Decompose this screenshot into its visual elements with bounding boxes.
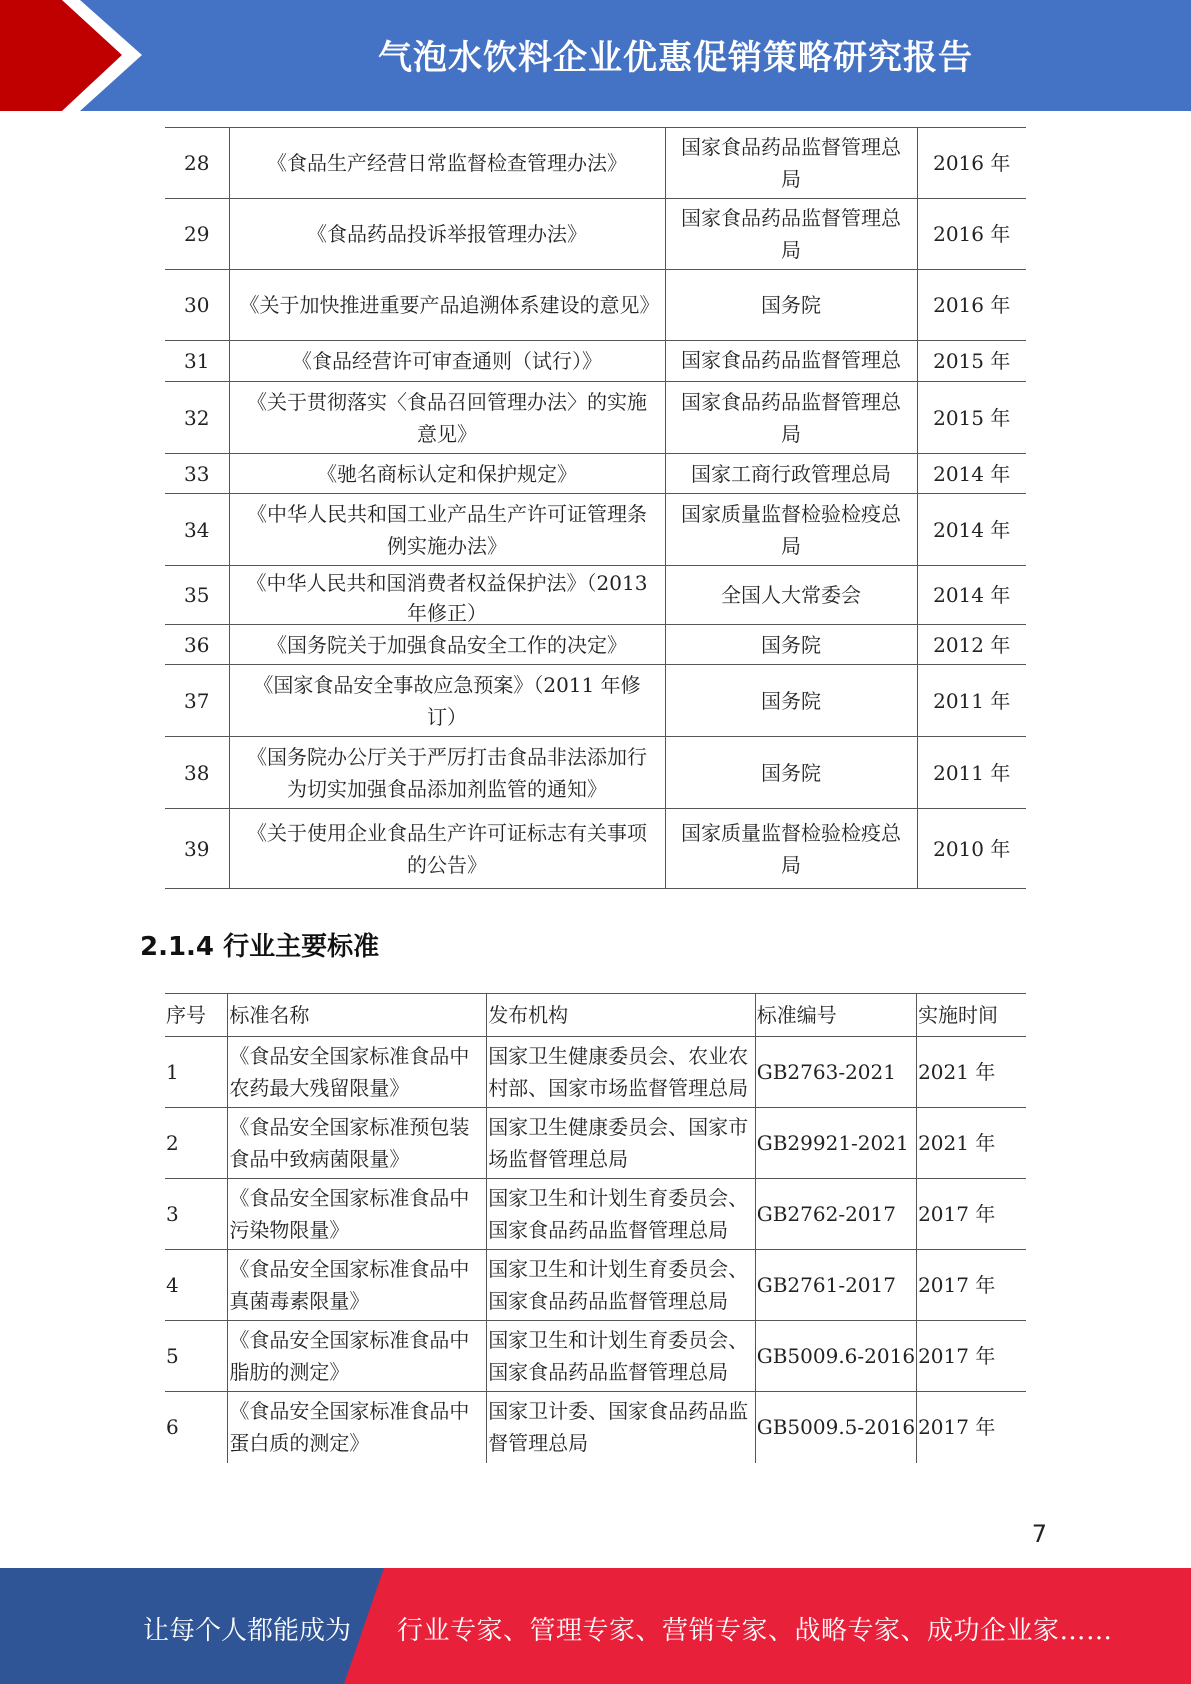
header-banner <box>0 0 1191 111</box>
regulation-name: 《关于贯彻落实〈食品召回管理办法〉的实施意见》 <box>229 382 665 454</box>
table-row <box>165 1250 1026 1321</box>
row-number: 38 <box>165 737 229 809</box>
table-row <box>165 1108 1026 1179</box>
issue-year: 2010 年 <box>917 809 1026 889</box>
issue-year: 2011 年 <box>917 737 1026 809</box>
table-row <box>165 665 1026 737</box>
regulation-name: 《国务院办公厅关于严厉打击食品非法添加行为切实加强食品添加剂监管的通知》 <box>229 737 665 809</box>
table-header-row <box>165 994 1026 1037</box>
issue-year: 2016 年 <box>917 199 1026 270</box>
page-number: 7 <box>1031 1520 1047 1548</box>
regulation-name: 《驰名商标认定和保护规定》 <box>229 454 665 494</box>
row-number: 28 <box>165 128 229 199</box>
row-number: 2 <box>165 1108 228 1179</box>
issuing-body <box>665 341 917 382</box>
issue-year: 2016 年 <box>917 128 1026 199</box>
regulation-name <box>229 566 665 625</box>
regulation-name: 《关于使用企业食品生产许可证标志有关事项的公告》 <box>229 809 665 889</box>
issuing-body: 国家卫生和计划生育委员会、国家食品药品监督管理总局 <box>487 1179 756 1250</box>
regulation-name: 《关于加快推进重要产品追溯体系建设的意见》 <box>229 270 665 341</box>
table-row <box>165 1037 1026 1108</box>
issuing-body: 国家食品药品监督管理总局 <box>665 199 917 270</box>
header-standard-code: 标准编号 <box>755 994 916 1037</box>
effective-date: 2021 年 <box>917 1108 1026 1179</box>
effective-date: 2017 年 <box>917 1321 1026 1392</box>
table-row <box>165 1392 1026 1463</box>
regulation-name: 《食品生产经营日常监督检查管理办法》 <box>229 128 665 199</box>
row-number: 36 <box>165 625 229 665</box>
issuing-body: 国家卫计委、国家食品药品监督管理总局 <box>487 1392 756 1463</box>
table-row <box>165 809 1026 889</box>
table-row <box>165 1321 1026 1392</box>
footer-slogan-right: 行业专家、管理专家、营销专家、战略专家、成功企业家…… <box>397 1616 1113 1646</box>
standard-name: 《食品安全国家标准食品中污染物限量》 <box>228 1179 487 1250</box>
issuing-body: 国务院 <box>665 270 917 341</box>
issue-year: 2015 年 <box>917 341 1026 382</box>
standard-code: GB2763-2021 <box>755 1037 916 1108</box>
standard-name: 《食品安全国家标准食品中真菌毒素限量》 <box>228 1250 487 1321</box>
issue-year: 2015 年 <box>917 382 1026 454</box>
issue-year: 2016 年 <box>917 270 1026 341</box>
issuing-body: 全国人大常委会 <box>665 566 917 625</box>
standard-code: GB5009.5-2016 <box>755 1392 916 1463</box>
row-number: 33 <box>165 454 229 494</box>
row-number: 6 <box>165 1392 228 1463</box>
header-standard-name: 标准名称 <box>228 994 487 1037</box>
regulation-name: 《食品经营许可审查通则（试行）》 <box>229 341 665 382</box>
header-effective-date: 实施时间 <box>917 994 1026 1037</box>
table-row <box>165 625 1026 665</box>
header-issuing-body: 发布机构 <box>487 994 756 1037</box>
issue-year: 2014 年 <box>917 494 1026 566</box>
standard-code: GB2762-2017 <box>755 1179 916 1250</box>
standards-table <box>165 993 1026 1463</box>
row-number: 1 <box>165 1037 228 1108</box>
regulation-name: 《国家食品安全事故应急预案》（2011 年修订） <box>229 665 665 737</box>
standard-code: GB2761-2017 <box>755 1250 916 1321</box>
standard-name: 《食品安全国家标准食品中农药最大残留限量》 <box>228 1037 487 1108</box>
table-row <box>165 270 1026 341</box>
issue-year: 2014 年 <box>917 566 1026 625</box>
effective-date: 2017 年 <box>917 1179 1026 1250</box>
issuing-body-text: 国家食品药品监督管理总 <box>681 348 901 372</box>
issue-year: 2011 年 <box>917 665 1026 737</box>
issuing-body: 国家卫生和计划生育委员会、国家食品药品监督管理总局 <box>487 1321 756 1392</box>
row-number: 32 <box>165 382 229 454</box>
row-number: 34 <box>165 494 229 566</box>
standard-name: 《食品安全国家标准食品中蛋白质的测定》 <box>228 1392 487 1463</box>
table-row <box>165 566 1026 625</box>
issuing-body: 国家工商行政管理总局 <box>665 454 917 494</box>
footer-slogan-left: 让每个人都能成为 <box>143 1616 352 1646</box>
header-arrow-decoration <box>0 0 160 111</box>
header-number: 序号 <box>165 994 228 1037</box>
row-number: 37 <box>165 665 229 737</box>
issuing-body: 国务院 <box>665 737 917 809</box>
footer-banner <box>0 1568 1191 1684</box>
issuing-body: 国家食品药品监督管理总局 <box>665 382 917 454</box>
table-row <box>165 128 1026 199</box>
row-number: 5 <box>165 1321 228 1392</box>
issuing-body: 国务院 <box>665 625 917 665</box>
regulation-name: 《国务院关于加强食品安全工作的决定》 <box>229 625 665 665</box>
table-row <box>165 454 1026 494</box>
table-row <box>165 737 1026 809</box>
issuing-body: 国务院 <box>665 665 917 737</box>
regulation-name: 《中华人民共和国工业产品生产许可证管理条例实施办法》 <box>229 494 665 566</box>
row-number: 4 <box>165 1250 228 1321</box>
issuing-body: 国家卫生和计划生育委员会、国家食品药品监督管理总局 <box>487 1250 756 1321</box>
effective-date: 2021 年 <box>917 1037 1026 1108</box>
row-number: 35 <box>165 566 229 625</box>
table-row <box>165 382 1026 454</box>
issue-year: 2014 年 <box>917 454 1026 494</box>
row-number: 3 <box>165 1179 228 1250</box>
issue-year: 2012 年 <box>917 625 1026 665</box>
regulations-table <box>165 127 1026 889</box>
standard-name: 《食品安全国家标准预包装食品中致病菌限量》 <box>228 1108 487 1179</box>
row-number: 39 <box>165 809 229 889</box>
issuing-body: 国家卫生健康委员会、农业农村部、国家市场监督管理总局 <box>487 1037 756 1108</box>
issuing-body: 国家卫生健康委员会、国家市场监督管理总局 <box>487 1108 756 1179</box>
effective-date: 2017 年 <box>917 1392 1026 1463</box>
issuing-body: 国家质量监督检验检疫总局 <box>665 809 917 889</box>
row-number: 30 <box>165 270 229 341</box>
table-row <box>165 341 1026 382</box>
issuing-body: 国家食品药品监督管理总局 <box>665 128 917 199</box>
standard-code: GB5009.6-2016 <box>755 1321 916 1392</box>
table-row <box>165 494 1026 566</box>
section-heading: 2.1.4 行业主要标准 <box>140 932 380 962</box>
issuing-body: 国家质量监督检验检疫总局 <box>665 494 917 566</box>
row-number: 31 <box>165 341 229 382</box>
regulation-name-text: 《中华人民共和国消费者权益保护法》（2013 年修正） <box>246 571 648 622</box>
table-row <box>165 199 1026 270</box>
regulation-name: 《食品药品投诉举报管理办法》 <box>229 199 665 270</box>
standard-code: GB29921-2021 <box>755 1108 916 1179</box>
row-number: 29 <box>165 199 229 270</box>
standard-name: 《食品安全国家标准食品中脂肪的测定》 <box>228 1321 487 1392</box>
document-title: 气泡水饮料企业优惠促销策略研究报告 <box>378 38 973 78</box>
effective-date: 2017 年 <box>917 1250 1026 1321</box>
table-row <box>165 1179 1026 1250</box>
